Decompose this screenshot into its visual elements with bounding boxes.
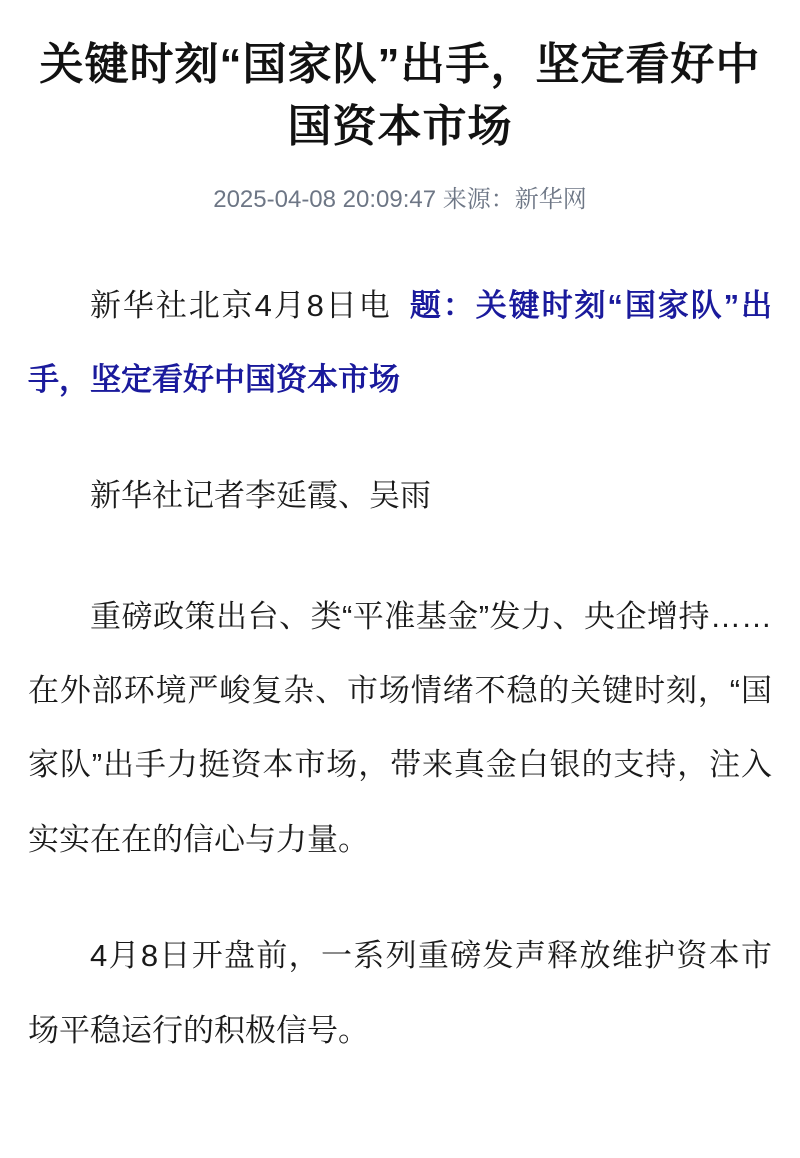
inline-subtitle: 题：关键时刻“国家队”出手，坚定看好中国资本市场 <box>28 287 772 397</box>
source-name: 新华网 <box>514 185 587 213</box>
article-meta <box>28 183 772 217</box>
source-label: 来源： <box>442 185 515 213</box>
article-title: 关键时刻“国家队”出手，坚定看好中国资本市场 <box>39 40 761 152</box>
lead-paragraph <box>28 269 772 418</box>
publish-timestamp: 2025-04-08 20:09:47 <box>213 185 437 213</box>
byline: 新华社记者李延霞、吴雨 <box>90 478 431 514</box>
body-paragraph: 重磅政策出台、类“平准基金”发力、央企增持……在外部环境严峻复杂、市场情绪不稳的关键时刻，“国家队”出手力挺资本市场，带来真金白银的支持，注入实实在在的信心与力量。 <box>28 598 772 857</box>
article-body <box>28 269 772 1069</box>
body-paragraph: 4月8日开盘前，一系列重磅发声释放维护资本市场平稳运行的积极信号。 <box>28 938 772 1048</box>
dateline: 新华社北京4月8日电 <box>90 287 392 323</box>
